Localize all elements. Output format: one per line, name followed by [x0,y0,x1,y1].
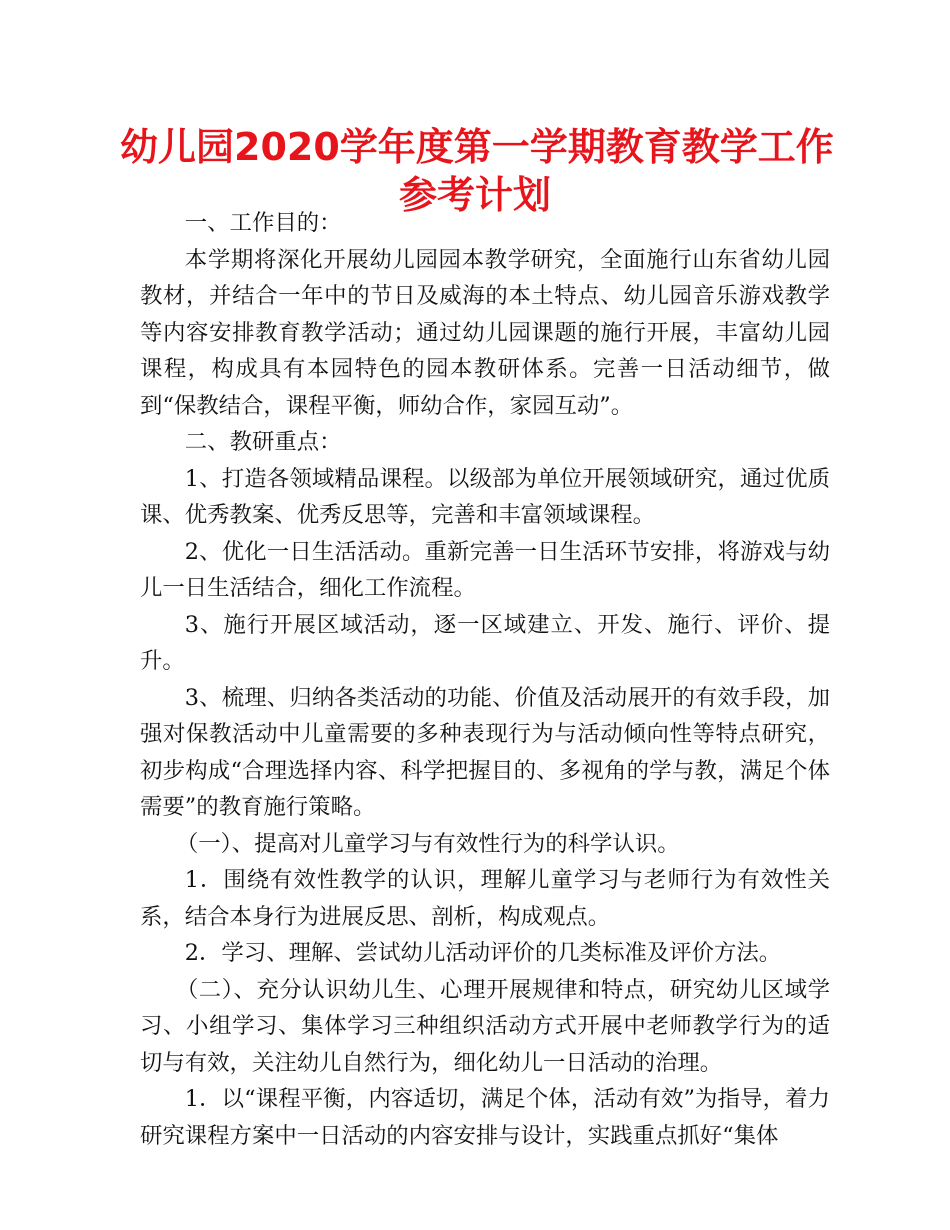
document-body [140,205,830,1154]
subsection-heading-2: （二）、充分认识幼儿生、心理开展规律和特点，研究幼儿区域学习、小组学习、集体学习三种组织活动方式开展中老师教学行为的适切与有效，关注幼儿自然行为，细化幼儿一日活动的治理。 [140,976,830,1076]
paragraph-focus-1: 1、打造各领域精品课程。以级部为单位开展领域研究，通过优质课、优秀教案、优秀反思等，完善和丰富领域课程。 [140,465,830,528]
paragraph-sub1-item-1: 1．围绕有效性教学的认识，理解儿童学习与老师行为有效性关系，结合本身行为进展反思、剖析，构成观点。 [140,867,830,930]
paragraph-sub2-item-1: 1．以“课程平衡，内容适切，满足个体，活动有效”为指导，着力研究课程方案中一日活动的内容安排与设计，实践重点抓好“集体 [140,1086,830,1149]
paragraph-focus-2: 2、优化一日生活活动。重新完善一日生活环节安排，将游戏与幼儿一日生活结合，细化工作流程。 [140,538,830,601]
section-heading-focus: 二、教研重点： [184,429,342,455]
paragraph-sub1-item-2: 2．学习、理解、尝试幼儿活动评价的几类标准及评价方法。 [184,940,782,966]
paragraph-focus-3b: 3、梳理、归纳各类活动的功能、价值及活动展开的有效手段，加强对保教活动中儿童需要的多种表现行为与活动倾向性等特点研究，初步构成“合理选择内容、科学把握目的、多视角的学与教，满足个体需要”的教育施行策略。 [140,684,830,820]
paragraph-focus-3: 3、施行开展区域活动，逐一区域建立、开发、施行、评价、提升。 [140,611,830,674]
document-title-line-2: 参考计划 [398,173,551,217]
section-heading-goals: 一、工作目的： [184,210,342,236]
document-title-line-1: 幼儿园2020学年度第一学期教育教学工作 [120,125,834,169]
paragraph-goals: 本学期将深化开展幼儿园园本教学研究，全面施行山东省幼儿园教材，并结合一年中的节日及威海的本土特点、幼儿园音乐游戏教学等内容安排教育教学活动；通过幼儿园课题的施行开展，丰富幼儿园课程，构成具有本园特色的园本教研体系。完善一日活动细节，做到“保教结合，课程平衡，师幼合作，家园互动”。 [140,246,830,419]
subsection-heading-1: （一）、提高对儿童学习与有效性行为的科学认识。 [175,830,680,857]
